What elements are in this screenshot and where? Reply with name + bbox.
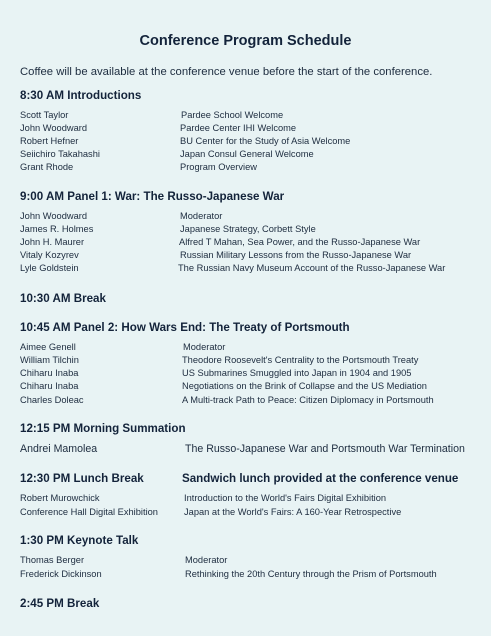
schedule-row: [20, 443, 480, 456]
speaker-name: Andrei Mamolea: [20, 443, 98, 455]
section-heading: 8:30 AM Introductions: [20, 89, 142, 102]
speaker-name: William Tilchin: [20, 355, 79, 365]
schedule-row: [20, 162, 480, 175]
talk-title: Negotiations on the Brink of Collapse and the US Mediation: [182, 381, 427, 391]
schedule-row: [20, 569, 480, 582]
talk-title: The Russian Navy Museum Account of the Russo-Japanese War: [178, 263, 446, 273]
speaker-name: Chiharu Inaba: [20, 381, 79, 391]
talk-title: US Submarines Smuggled into Japan in 1904 and 1905: [182, 368, 412, 378]
speaker-name: Vitaly Kozyrev: [20, 250, 79, 260]
speaker-name: Frederick Dickinson: [20, 569, 102, 579]
talk-title: Russian Military Lessons from the Russo-Japanese War: [180, 250, 412, 260]
section-heading: 2:45 PM Break: [20, 597, 100, 610]
section-heading: 10:30 AM Break: [20, 292, 106, 305]
intro-text: Coffee will be available at the conference venue before the start of the conference.: [20, 66, 433, 78]
schedule-row: [20, 237, 480, 250]
talk-title: Moderator: [183, 342, 226, 352]
speaker-name: Seiichiro Takahashi: [20, 149, 100, 159]
schedule-row: [20, 149, 480, 162]
talk-title: A Multi-track Path to Peace: Citizen Diplomacy in Portsmouth: [182, 395, 434, 405]
talk-title: Alfred T Mahan, Sea Power, and the Russo-Japanese War: [179, 237, 421, 247]
section-heading: [20, 472, 459, 485]
speaker-name: Scott Taylor: [20, 110, 69, 120]
speaker-name: Robert Hefner: [20, 136, 79, 146]
speaker-name: James R. Holmes: [20, 224, 94, 234]
talk-title: Moderator: [180, 211, 223, 221]
talk-title: Japanese Strategy, Corbett Style: [180, 224, 316, 234]
schedule-row: [20, 342, 480, 355]
talk-title: Moderator: [185, 555, 228, 565]
speaker-name: Thomas Berger: [20, 555, 85, 565]
schedule-row: [20, 368, 480, 381]
speaker-name: Lyle Goldstein: [20, 263, 79, 273]
speaker-name: John H. Maurer: [20, 237, 85, 247]
speaker-name: Aimee Genell: [20, 342, 76, 352]
speaker-name: John Woodward: [20, 123, 88, 133]
talk-title: Pardee School Welcome: [181, 110, 284, 120]
speaker-name: Conference Hall Digital Exhibition: [20, 507, 158, 517]
speaker-name: Robert Murowchick: [20, 493, 100, 503]
speaker-name: Chiharu Inaba: [20, 368, 79, 378]
schedule-row: [20, 355, 480, 368]
talk-title: Program Overview: [180, 162, 257, 172]
talk-title: Rethinking the 20th Century through the Prism of Portsmouth: [185, 569, 437, 579]
talk-title: Theodore Roosevelt's Centrality to the Portsmouth Treaty: [182, 355, 419, 365]
schedule-row: [20, 555, 480, 568]
schedule-row: [20, 224, 480, 237]
section-heading: 1:30 PM Keynote Talk: [20, 534, 139, 547]
speaker-name: John Woodward: [20, 211, 88, 221]
page-title: Conference Program Schedule: [139, 33, 352, 49]
talk-title: The Russo-Japanese War and Portsmouth War Termination: [185, 443, 465, 455]
talk-title: BU Center for the Study of Asia Welcome: [180, 136, 351, 146]
schedule-row: [20, 136, 480, 149]
talk-title: Japan at the World's Fairs: A 160-Year Retrospective: [184, 507, 402, 517]
section-note: Sandwich lunch provided at the conference venue: [182, 472, 459, 485]
section-heading: 10:45 AM Panel 2: How Wars End: The Treaty of Portsmouth: [20, 321, 350, 334]
schedule-row: [20, 381, 480, 394]
schedule-row: [20, 263, 480, 276]
section-heading: 12:15 PM Morning Summation: [20, 422, 186, 435]
schedule-row: [20, 123, 480, 136]
schedule-row: [20, 493, 480, 506]
schedule-row: [20, 250, 480, 263]
schedule-row: [20, 211, 480, 224]
talk-title: Pardee Center IHI Welcome: [180, 123, 297, 133]
talk-title: Introduction to the World's Fairs Digital Exhibition: [184, 493, 387, 503]
schedule-row: [20, 507, 480, 520]
speaker-name: Charles Doleac: [20, 395, 84, 405]
talk-title: Japan Consul General Welcome: [180, 149, 314, 159]
speaker-name: Grant Rhode: [20, 162, 74, 172]
section-heading-text: 12:30 PM Lunch Break: [20, 472, 144, 485]
section-heading: 9:00 AM Panel 1: War: The Russo-Japanese War: [20, 190, 285, 203]
schedule-row: [20, 110, 480, 123]
schedule-row: [20, 395, 480, 408]
